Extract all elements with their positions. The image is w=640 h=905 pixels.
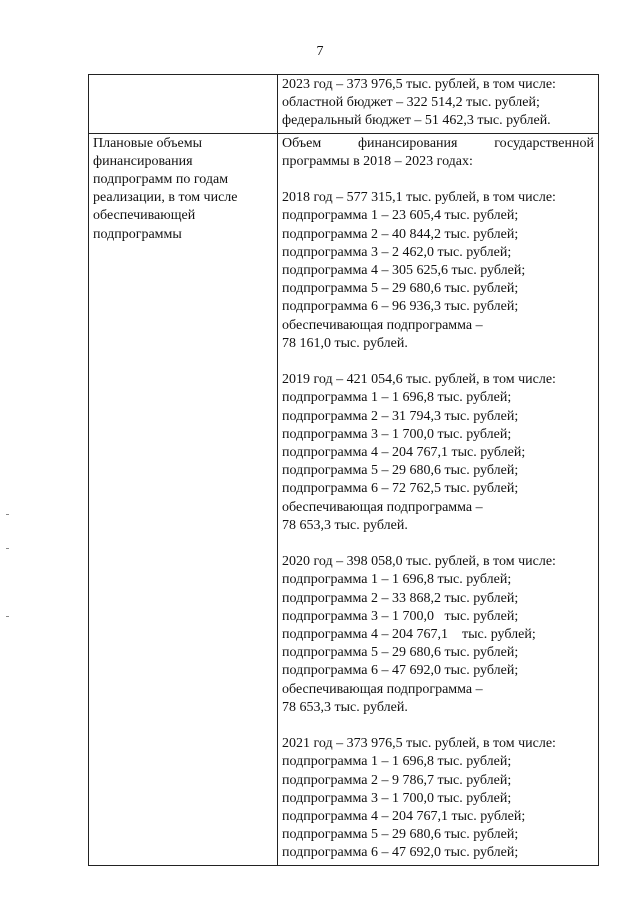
row1-left-cell [89,75,278,134]
text-line: подпрограмма 6 – 47 692,0 тыс. рублей; [282,663,519,679]
text-line: обеспечивающая подпрограмма – [282,499,483,515]
scan-mark [6,548,9,549]
text-line: подпрограмма 3 – 2 462,0 тыс. рублей; [282,244,512,260]
text-line: 78 653,3 тыс. рублей. [282,699,408,715]
text-line: подпрограмма 6 – 72 762,5 тыс. рублей; [282,481,519,497]
text-line: подпрограмма 2 – 9 786,7 тыс. рублей; [282,772,512,788]
text-line: подпрограмма 5 – 29 680,6 тыс. рублей; [282,645,519,661]
text-line: областной бюджет – 322 514,2 тыс. рублей; [282,95,540,111]
row2-left-cell [89,133,278,865]
year-heading: 2018 год – 577 315,1 тыс. рублей, в том числе: [282,190,556,206]
text-line: подпрограмма 2 – 33 868,2 тыс. рублей; [282,590,519,606]
program-table [88,74,599,866]
text-line: подпрограмма 1 – 23 605,4 тыс. рублей; [282,208,519,224]
text-line: подпрограммы [93,226,182,242]
text-line: финансирования [93,153,193,169]
text-line: подпрограмм по годам [93,172,229,188]
text-line: 78 653,3 тыс. рублей. [282,517,408,533]
text-line: подпрограмма 3 – 1 700,0 тыс. рублей; [282,790,512,806]
text-line: подпрограмма 4 – 305 625,6 тыс. рублей; [282,263,526,279]
spacer [282,353,594,371]
table-row [89,133,599,865]
text-line: федеральный бюджет – 51 462,3 тыс. рублей. [282,113,551,129]
text-line: реализации, в том числе [93,190,238,206]
text-line: подпрограмма 2 – 40 844,2 тыс. рублей; [282,226,519,242]
row2-right-cell [278,133,599,865]
text-line: подпрограмма 2 – 31 794,3 тыс. рублей; [282,408,519,424]
text-line: подпрограмма 1 – 1 696,8 тыс. рублей; [282,754,512,770]
text-line: 2023 год – 373 976,5 тыс. рублей, в том числе: [282,77,556,92]
text-line: подпрограмма 5 – 29 680,6 тыс. рублей; [282,827,519,843]
text-line: подпрограмма 3 – 1 700,0 тыс. рублей; [282,608,519,624]
row1-right-cell [278,75,599,134]
table-row [89,75,599,134]
year-heading: 2020 год – 398 058,0 тыс. рублей, в том числе: [282,554,556,570]
spacer [282,171,594,189]
spacer [282,717,594,735]
text-line: обеспечивающая подпрограмма – [282,681,483,697]
text-line: подпрограмма 4 – 204 767,1 тыс. рублей; [282,627,536,643]
intro-line: Объем финансирования государственной [282,135,594,151]
text-line: подпрограмма 4 – 204 767,1 тыс. рублей; [282,445,526,461]
year-heading: 2021 год – 373 976,5 тыс. рублей, в том числе: [282,736,556,752]
scan-mark [6,514,9,515]
text-line: подпрограмма 5 – 29 680,6 тыс. рублей; [282,463,519,479]
text-line: обеспечивающей [93,208,196,224]
page-number: 7 [316,44,324,59]
text-line: подпрограмма 4 – 204 767,1 тыс. рублей; [282,809,526,825]
text-line: подпрограмма 3 – 1 700,0 тыс. рублей; [282,426,512,442]
intro-line: программы в 2018 – 2023 годах: [282,153,473,169]
year-heading: 2019 год – 421 054,6 тыс. рублей, в том числе: [282,372,556,388]
text-line: обеспечивающая подпрограмма – [282,317,483,333]
spacer [282,535,594,553]
text-line: подпрограмма 1 – 1 696,8 тыс. рублей; [282,572,512,588]
text-line: подпрограмма 6 – 47 692,0 тыс. рублей; [282,845,519,861]
text-line: подпрограмма 1 – 1 696,8 тыс. рублей; [282,390,512,406]
scan-mark [6,616,9,617]
text-line: подпрограмма 5 – 29 680,6 тыс. рублей; [282,281,519,297]
text-line: 78 161,0 тыс. рублей. [282,335,408,351]
text-line: Плановые объемы [93,135,203,151]
text-line: подпрограмма 6 – 96 936,3 тыс. рублей; [282,299,519,315]
